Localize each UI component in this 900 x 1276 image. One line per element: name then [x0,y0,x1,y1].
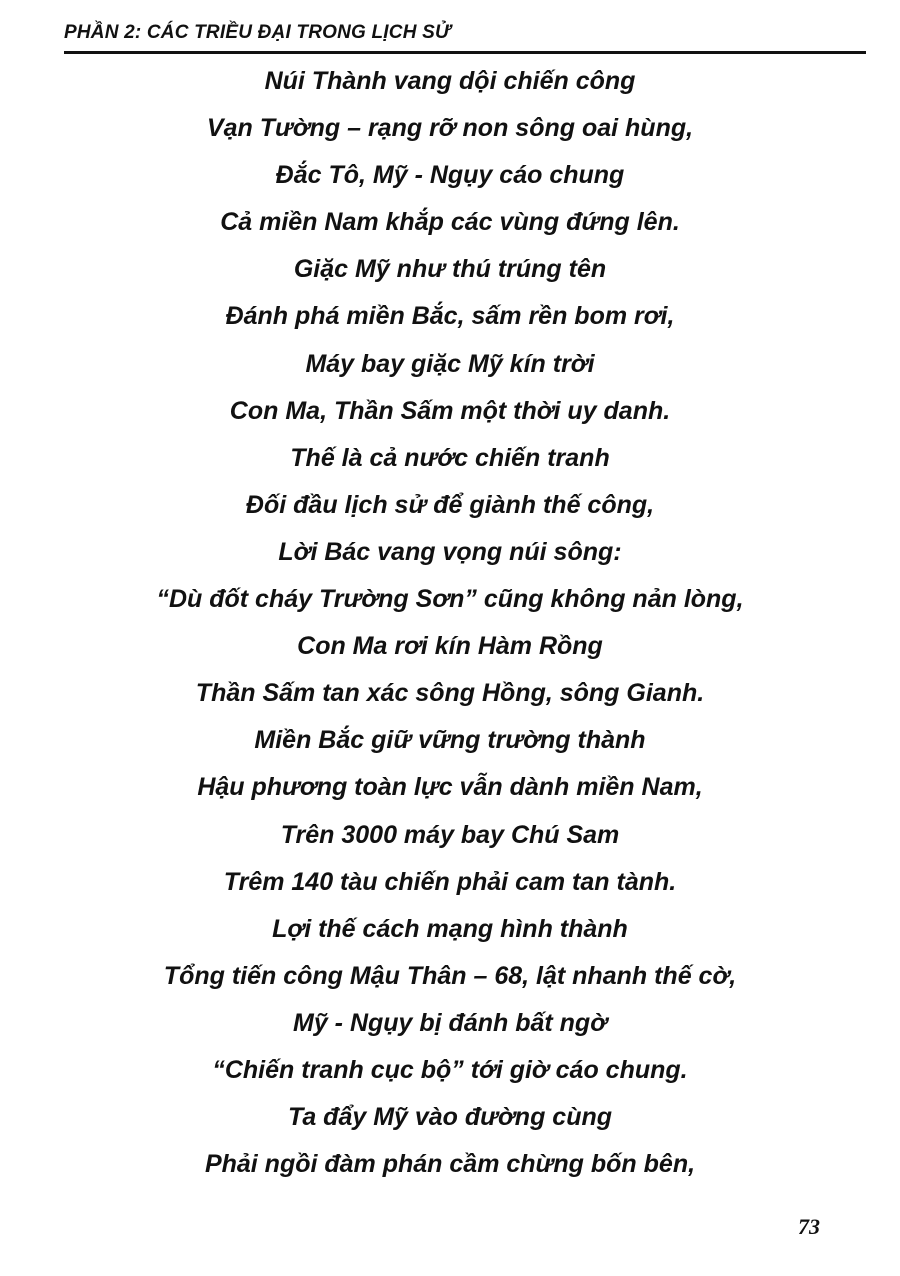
page-number: 73 [798,1214,820,1239]
poem-body [0,58,900,1188]
poem-line: Lợi thế cách mạng hình thành [272,914,628,943]
poem-line: Núi Thành vang dội chiến công [264,67,636,95]
poem-line: Giặc Mỹ như thú trúng tên [293,255,607,284]
poem-line: Đắc Tô, Mỹ - Ngụy cáo chung [275,161,625,190]
poem-line: Tổng tiến công Mậu Thân – 68, lật nhanh thế cờ, [163,961,737,990]
poem-line: Con Ma rơi kín Hàm Rồng [297,632,603,661]
poem-line: Thế là cả nước chiến tranh [290,443,610,472]
poem-line: Trên 3000 máy bay Chú Sam [280,820,620,849]
poem-line: “Dù đốt cháy Trường Sơn” cũng không nản lòng, [156,585,744,614]
section-title: PHẦN 2: CÁC TRIỀU ĐẠI TRONG LỊCH SỬ [64,22,451,43]
poem-line: Ta đẩy Mỹ vào đường cùng [287,1103,613,1132]
poem-line: Đánh phá miền Bắc, sấm rền bom rơi, [225,302,675,331]
poem-line: Hậu phương toàn lực vẫn dành miền Nam, [197,773,703,802]
poem-line: Vạn Tường – rạng rỡ non sông oai hùng, [206,114,694,143]
poem-line: Trêm 140 tàu chiến phải cam tan tành. [223,867,677,896]
poem-line: “Chiến tranh cục bộ” tới giờ cáo chung. [212,1055,688,1084]
poem-line: Thần Sấm tan xác sông Hồng, sông Gianh. [195,679,705,708]
poem-line: Miền Bắc giữ vững trường thành [254,726,646,755]
poem-line: Phải ngồi đàm phán cầm chừng bốn bên, [204,1150,696,1179]
poem-line: Đối đầu lịch sử để giành thế công, [245,490,655,519]
poem-line: Mỹ - Ngụy bị đánh bất ngờ [293,1008,607,1037]
poem-line: Máy bay giặc Mỹ kín trời [305,349,595,378]
poem-line: Lời Bác vang vọng núi sông: [278,537,622,566]
page-header [64,18,866,54]
poem-line: Cả miền Nam khắp các vùng đứng lên. [220,208,680,237]
poem-line: Con Ma, Thần Sấm một thời uy danh. [229,396,671,425]
